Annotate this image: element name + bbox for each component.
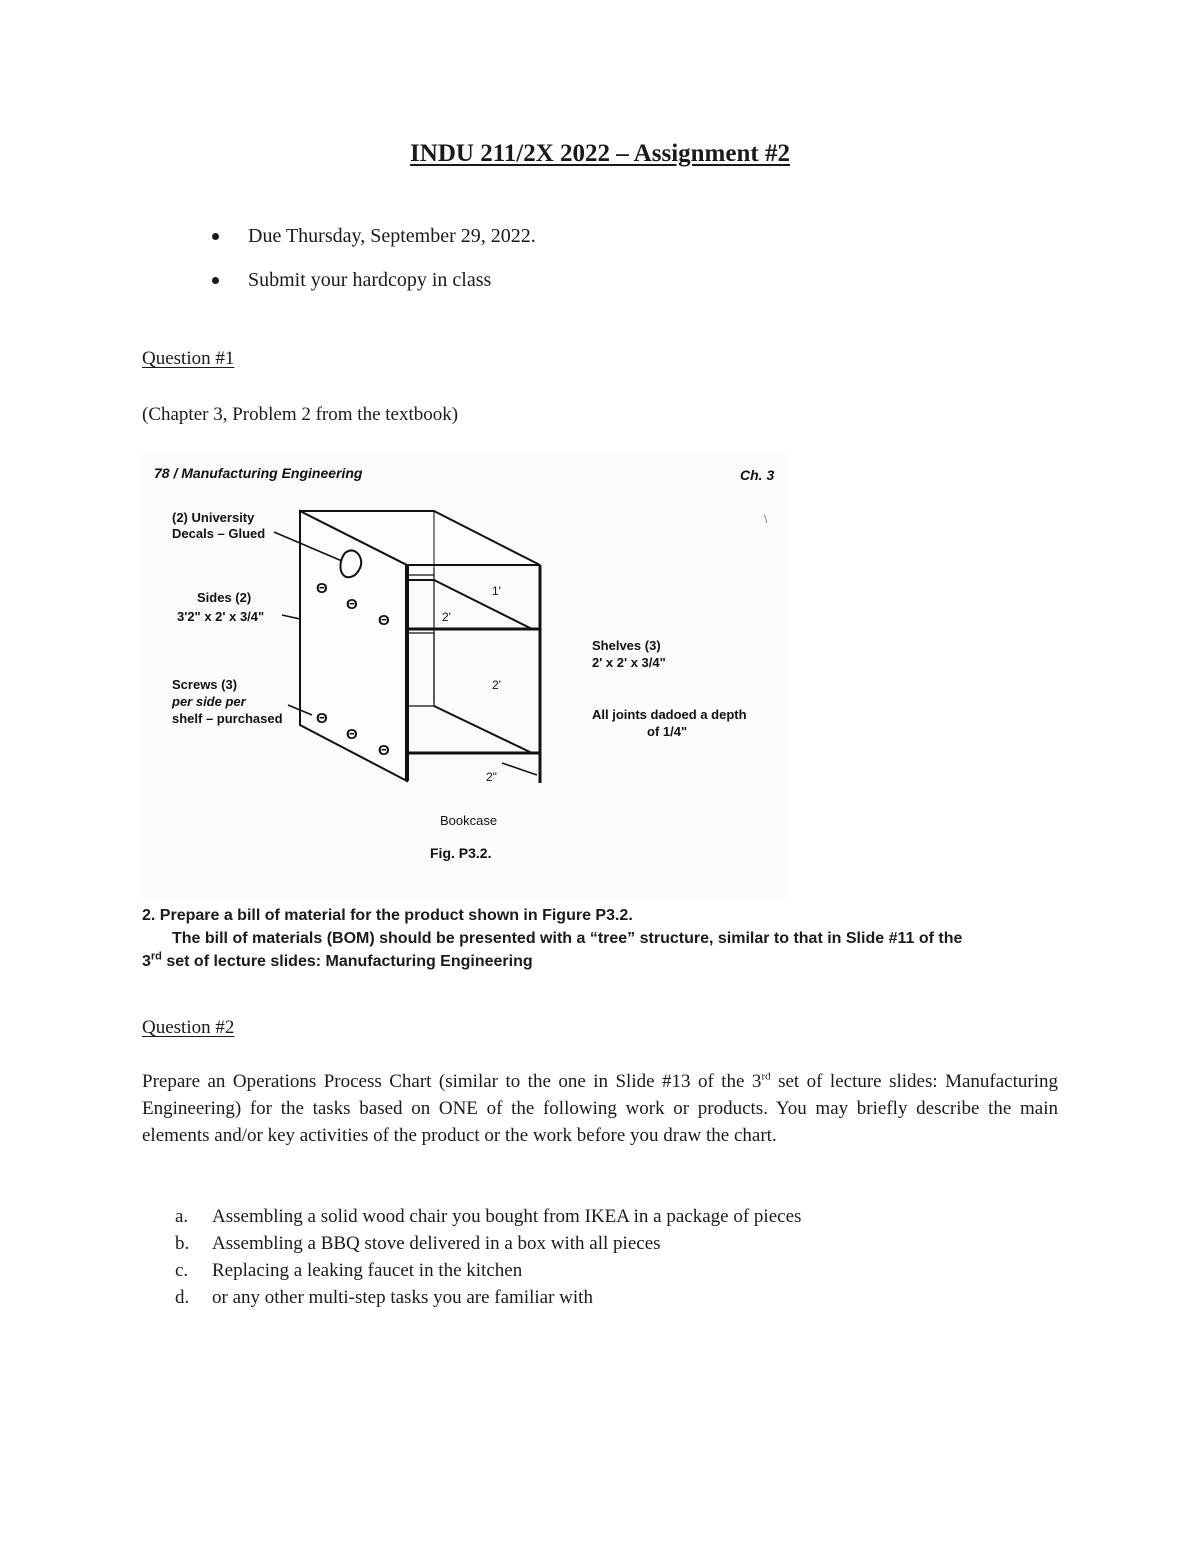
sides-label-2: 3'2" x 2' x 3/4" — [177, 609, 265, 624]
screws-label-3: shelf – purchased — [172, 711, 283, 726]
dim-bottom: 2" — [486, 770, 497, 784]
dim-upper-side: 1' — [492, 584, 501, 598]
sides-label-1: Sides (2) — [197, 590, 252, 605]
figure-header-right: Ch. 3 — [740, 467, 775, 483]
decals-label-1: (2) University — [172, 510, 255, 525]
problem-statement-line1: 2. Prepare a bill of material for the product shown in Figure P3.2. — [142, 907, 633, 924]
joints-label-1: All joints dadoed a depth — [592, 707, 747, 722]
svg-text:\: \ — [764, 512, 768, 526]
shelves-label-1: Shelves (3) — [592, 638, 661, 653]
decals-label-2: Decals – Glued — [172, 526, 266, 541]
figure-header-left: 78 / Manufacturing Engineering — [154, 465, 363, 481]
bookcase-diagram — [142, 453, 788, 899]
page-title: INDU 211/2X 2022 – Assignment #2 — [410, 140, 790, 167]
question2-intro: Prepare an Operations Process Chart (similar to the one in Slide #13 of the 3rd set of lecture slides: Manufacturing Engineering) for the tasks based on ONE of the following work or products. You may briefly describe the main elements and/or key activities of the product or the work before you draw the chart. — [142, 1070, 1058, 1146]
figure-caption: Bookcase — [440, 813, 498, 828]
option-c: c. Replacing a leaking faucet in the kitchen — [175, 1260, 523, 1281]
svg-text:Θ: Θ — [316, 710, 328, 727]
submission-item: Submit your hardcopy in class — [210, 262, 536, 306]
screws-label-2: per side per — [172, 694, 246, 709]
bookcase-figure — [142, 453, 788, 899]
joints-label-2: of 1/4" — [647, 724, 688, 739]
dim-middle: 2' — [492, 678, 501, 692]
svg-text:Θ: Θ — [316, 580, 328, 597]
option-a: a. Assembling a solid wood chair you bought from IKEA in a package of pieces — [175, 1206, 802, 1227]
question1-source: (Chapter 3, Problem 2 from the textbook) — [142, 404, 459, 425]
svg-text:Θ: Θ — [346, 596, 358, 613]
problem-statement-line3: 3rd set of lecture slides: Manufacturing Engineering — [142, 950, 533, 970]
option-b: b. Assembling a BBQ stove delivered in a box with all pieces — [175, 1233, 661, 1254]
shelves-label-2: 2' x 2' x 3/4" — [592, 655, 666, 670]
svg-text:Θ: Θ — [378, 612, 390, 629]
figure-label: Fig. P3.2. — [430, 845, 492, 861]
instructions-list — [210, 218, 536, 306]
problem-statement-line2: The bill of materials (BOM) should be presented with a “tree” structure, similar to that in Slide #11 of the — [172, 930, 963, 947]
question2-heading: Question #2 — [142, 1017, 235, 1038]
dim-upper-depth: 2' — [442, 610, 451, 624]
due-date-item: Due Thursday, September 29, 2022. — [210, 218, 536, 262]
screws-label-1: Screws (3) — [172, 677, 238, 692]
svg-text:Θ: Θ — [346, 726, 358, 743]
question1-heading: Question #1 — [142, 348, 235, 369]
option-d: d. or any other multi-step tasks you are familiar with — [175, 1287, 593, 1308]
svg-text:Θ: Θ — [378, 742, 390, 759]
task-options-list — [175, 1203, 801, 1311]
